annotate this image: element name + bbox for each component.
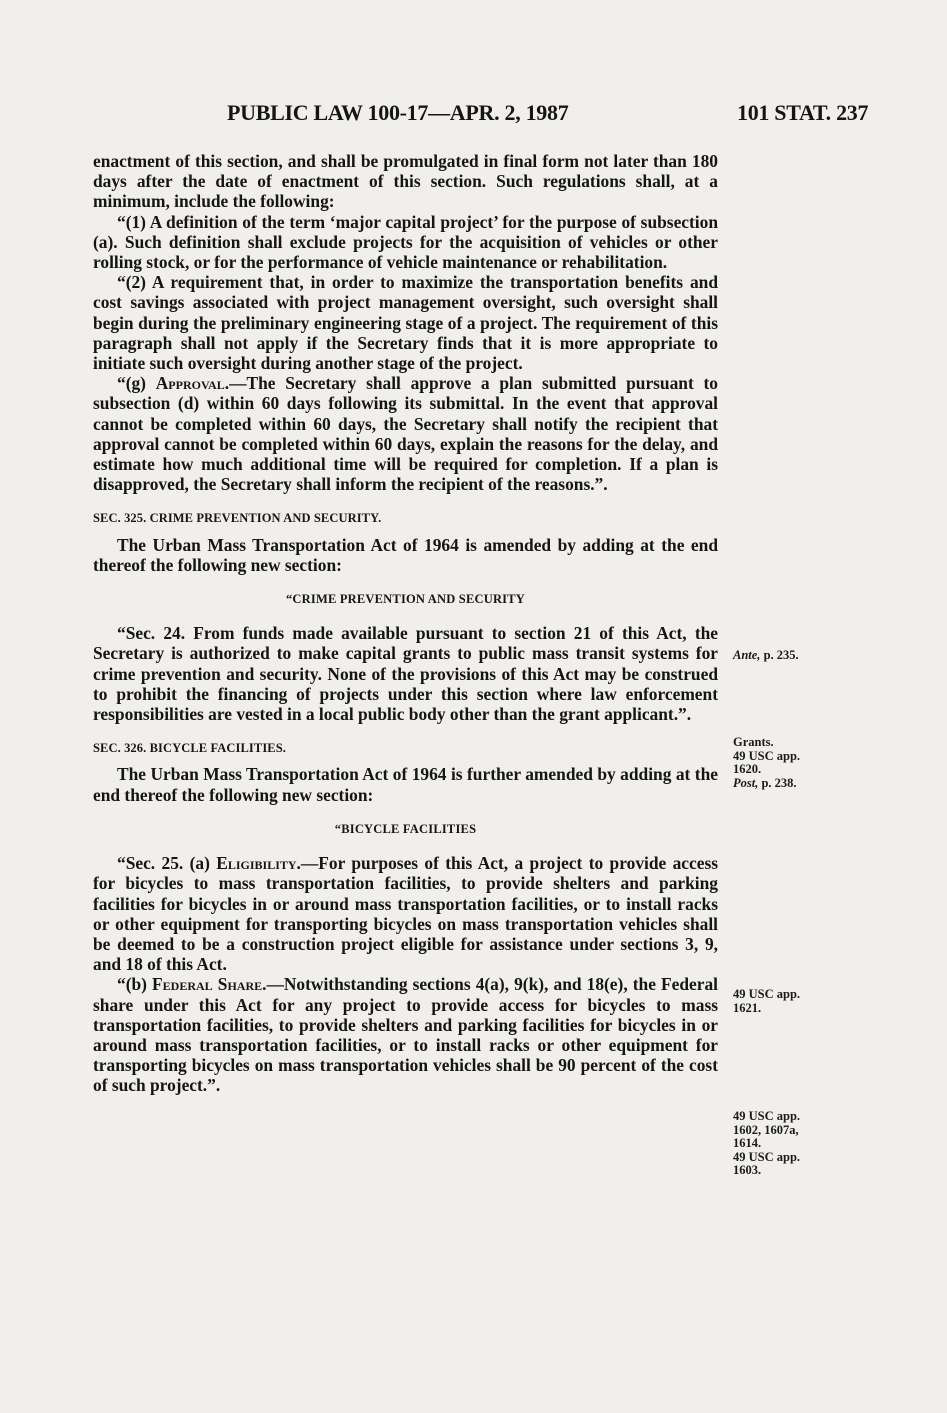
margin-bicycle-section: 1621. [733,1000,762,1015]
section-326-intro: The Urban Mass Transportation Act of 1964 is further amended by adding at the end thereof the following new section: [93,764,718,805]
margin-post-ref [733,777,800,791]
paragraph-approval [93,373,718,494]
margin-note-federal-share [733,1110,800,1178]
margin-fed-sections-3: 1603. [733,1163,762,1177]
section-326-federal-share [93,974,718,1095]
margin-bicycle-usc: 49 USC app. [733,987,801,1001]
approval-subhead: Approval [155,373,225,394]
section-326-center-title: “BICYCLE FACILITIES [334,821,477,836]
running-head-title: PUBLIC LAW 100-17—APR. 2, 1987 [227,100,569,125]
approval-lead: “(g) [117,373,156,394]
section-325-heading: SEC. 325. CRIME PREVENTION AND SECURITY. [93,511,382,526]
margin-grants-usc: 49 USC app. [733,748,801,763]
margin-fed-sections-1: 1602, 1607a, [733,1122,799,1137]
margin-note-ante [733,649,799,663]
margin-note-grants [733,736,800,790]
margin-grants-section: 1620. [733,762,762,776]
margin-grants-label: Grants. [733,735,774,749]
section-325-text: “Sec. 24. From funds made available pursuant to section 21 of this Act, the Secretary is authorized to make capital grants to public mass transit systems for crime prevention and security. None of the provisions of this Act may be construed to prohibit the financing of projects under this section where law enforcement responsibilities are vested in a local public body other than the grant applicant.”. [93,623,718,725]
approval-text: .—The Secretary shall approve a plan submitted pursuant to subsection (d) within 60 days following its submittal. In the event that approval cannot be completed within 60 days, the Secretary shall notify the recipient that approval cannot be completed within 60 days, explain the reasons for the delay, and estimate how much additional time will be required for completion. If a plan is disapproved, the Secretary shall inform the recipient of the reasons.”. [93,373,718,495]
margin-note-bicycle [733,988,800,1015]
margin-post-page: p. 238. [758,775,797,790]
margin-ante-italic: Ante, [733,648,761,662]
federal-share-text: .—Notwithstanding sections 4(a), 9(k), and 18(e), the Federal share under this Act for any project to provide access for bicycles to mass transportation facilities, to provide shelters and parking facilities for bicycles in or around mass transportation facilities, or to install racks or other equipment for transporting bicycles on mass transportation vehicles shall be 90 percent of the cost of such project.”. [93,974,719,1096]
paragraph-definition: “(1) A definition of the term ‘major capital project’ for the purpose of subsection (a). Such definition shall exclude projects for the acquisition of vehicles or other rolling stock, or for the performance of vehicle maintenance or rehabilitation. [93,211,718,273]
federal-share-lead: “(b) [117,974,153,995]
section-326-eligibility [93,853,718,974]
margin-fed-sections-2: 1614. [733,1136,762,1150]
section-325-intro: The Urban Mass Transportation Act of 1964 is amended by adding at the end thereof the following new section: [93,534,718,575]
margin-post-italic: Post, [733,775,759,790]
eligibility-subhead: Eligibility [216,853,297,874]
eligibility-lead: “Sec. 25. (a) [117,853,217,874]
paragraph-requirement: “(2) A requirement that, in order to maximize the transportation benefits and cost savings associated with project management oversight, such oversight shall begin during the preliminary engineering stage of a project. The requirement of this paragraph shall not apply if the Secretary finds that it is more appropriate to initiate such oversight during another stage of the project. [93,272,718,374]
eligibility-text: .—For purposes of this Act, a project to provide access for bicycles to mass transportation facilities, to provide shelters and parking facilities for bicycles in or around mass transportation facilities, or to install racks or other equipment for transporting bicycles on mass transportation vehicles shall be deemed to be a construction project eligible for assistance under sections 3, 9, and 18 of this Act. [93,853,718,975]
body-text [93,151,718,1096]
section-326-heading: SEC. 326. BICYCLE FACILITIES. [93,741,286,756]
section-325-center-title: “CRIME PREVENTION AND SECURITY [285,592,525,607]
margin-fed-usc-1: 49 USC app. [733,1109,801,1123]
margin-ante-page: p. 235. [760,648,799,662]
paragraph-continuation: enactment of this section, and shall be promulgated in final form not later than 180 days after the date of enactment of this section. Such regulations shall, at a minimum, include the following: [93,151,718,212]
margin-fed-usc-2: 49 USC app. [733,1149,801,1164]
page-number: 101 STAT. 237 [737,100,869,125]
page-header [0,100,947,130]
federal-share-subhead: Federal Share [152,974,263,995]
